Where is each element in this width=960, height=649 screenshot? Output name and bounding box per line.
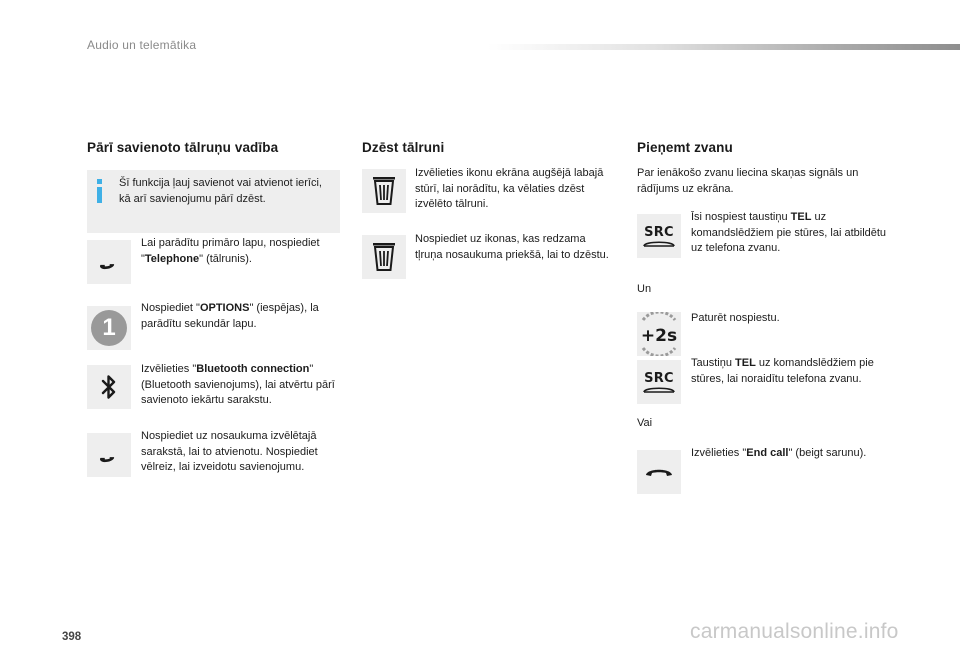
info-icon	[97, 179, 102, 203]
hang-up-icon	[644, 464, 674, 480]
header-bar	[488, 44, 960, 50]
page-number: 398	[62, 631, 82, 643]
trash-bin-icon	[370, 241, 398, 273]
step-bluetooth-connection: Izvēlieties "Bluetooth connection" (Bluetooth savienojums), lai atvērtu pārī savienoto iekārtu sarakstu.	[141, 363, 335, 406]
step-connect-device: Nospiediet uz nosaukuma izvēlētajā sarakstā, lai to atvienotu. Nospiediet vēlreiz, lai izveidotu savienojumu.	[141, 430, 318, 473]
watermark: carmanualsonline.info	[690, 620, 899, 643]
trash-icon-box-1	[362, 169, 406, 213]
accept-step-end-call: Izvēlieties "End call" (beigt sarunu).	[691, 447, 867, 459]
delete-step-select-icon: Izvēlieties ikonu ekrāna augšējā labajā stūrī, lai norādītu, ka vēlaties dzēst izvēlēto tālruni.	[415, 167, 604, 210]
src-label: SRC	[644, 224, 674, 240]
bluetooth-icon	[97, 372, 121, 402]
src-button-box-2	[637, 360, 681, 404]
phone-handset-icon	[94, 247, 124, 277]
phone-handset-icon	[642, 385, 676, 393]
step-number-badge: 1	[91, 310, 127, 346]
step-options: Nospiediet "OPTIONS" (iespējas), la parādītu sekundār lapu.	[141, 302, 319, 330]
connector-or: Vai	[637, 417, 653, 429]
end-call-box	[637, 450, 681, 494]
connector-and: Un	[637, 283, 652, 295]
info-box	[87, 170, 340, 233]
bluetooth-icon-box	[87, 365, 131, 409]
accept-step-keep-pressed: Paturēt nospiestu.	[691, 312, 780, 324]
step-number-box	[87, 306, 131, 350]
accept-call-intro: Par ienākošo zvanu liecina skaņas signāls un rādījums uz ekrāna.	[637, 167, 859, 195]
step-open-telephone: Lai parādītu primāro lapu, nospiediet "Telephone" (tālrunis).	[141, 237, 320, 265]
accept-step-short-press: Īsi nospiest taustiņu TEL uz komandslēdžiem pie stūres, lai atbildētu uz telefona zvanu.	[691, 211, 887, 254]
accept-step-reject: Taustiņu TEL uz komandslēdžiem pie stūres, lai noraidītu telefona zvanu.	[691, 357, 874, 385]
info-text: Šī funkcija ļauj savienot vai atvienot ierīci, kā arī savienojumu pārī dzēst.	[119, 177, 322, 205]
hold-2s-box	[637, 312, 681, 356]
section-title-paired-phones: Pārī savienoto tālruņu vadība	[87, 140, 279, 155]
hold-2s-label: +2s	[640, 326, 678, 346]
phone-icon-box-2	[87, 433, 131, 477]
delete-step-press-icon: Nospiediet uz ikonas, kas redzama tļruņa nosaukuma priekšā, lai to dzēstu.	[415, 233, 609, 261]
hold-2s-icon	[637, 312, 681, 356]
trash-bin-icon	[370, 175, 398, 207]
phone-handset-icon	[94, 440, 124, 470]
section-title-accept-call: Pieņemt zvanu	[637, 140, 733, 155]
src-label: SRC	[644, 370, 674, 386]
phone-handset-icon	[642, 239, 676, 247]
trash-icon-box-2	[362, 235, 406, 279]
src-button-box-1	[637, 214, 681, 258]
section-title-delete-phone: Dzēst tālruni	[362, 140, 445, 155]
header-title: Audio un telemātika	[87, 38, 197, 52]
phone-icon-box-1	[87, 240, 131, 284]
